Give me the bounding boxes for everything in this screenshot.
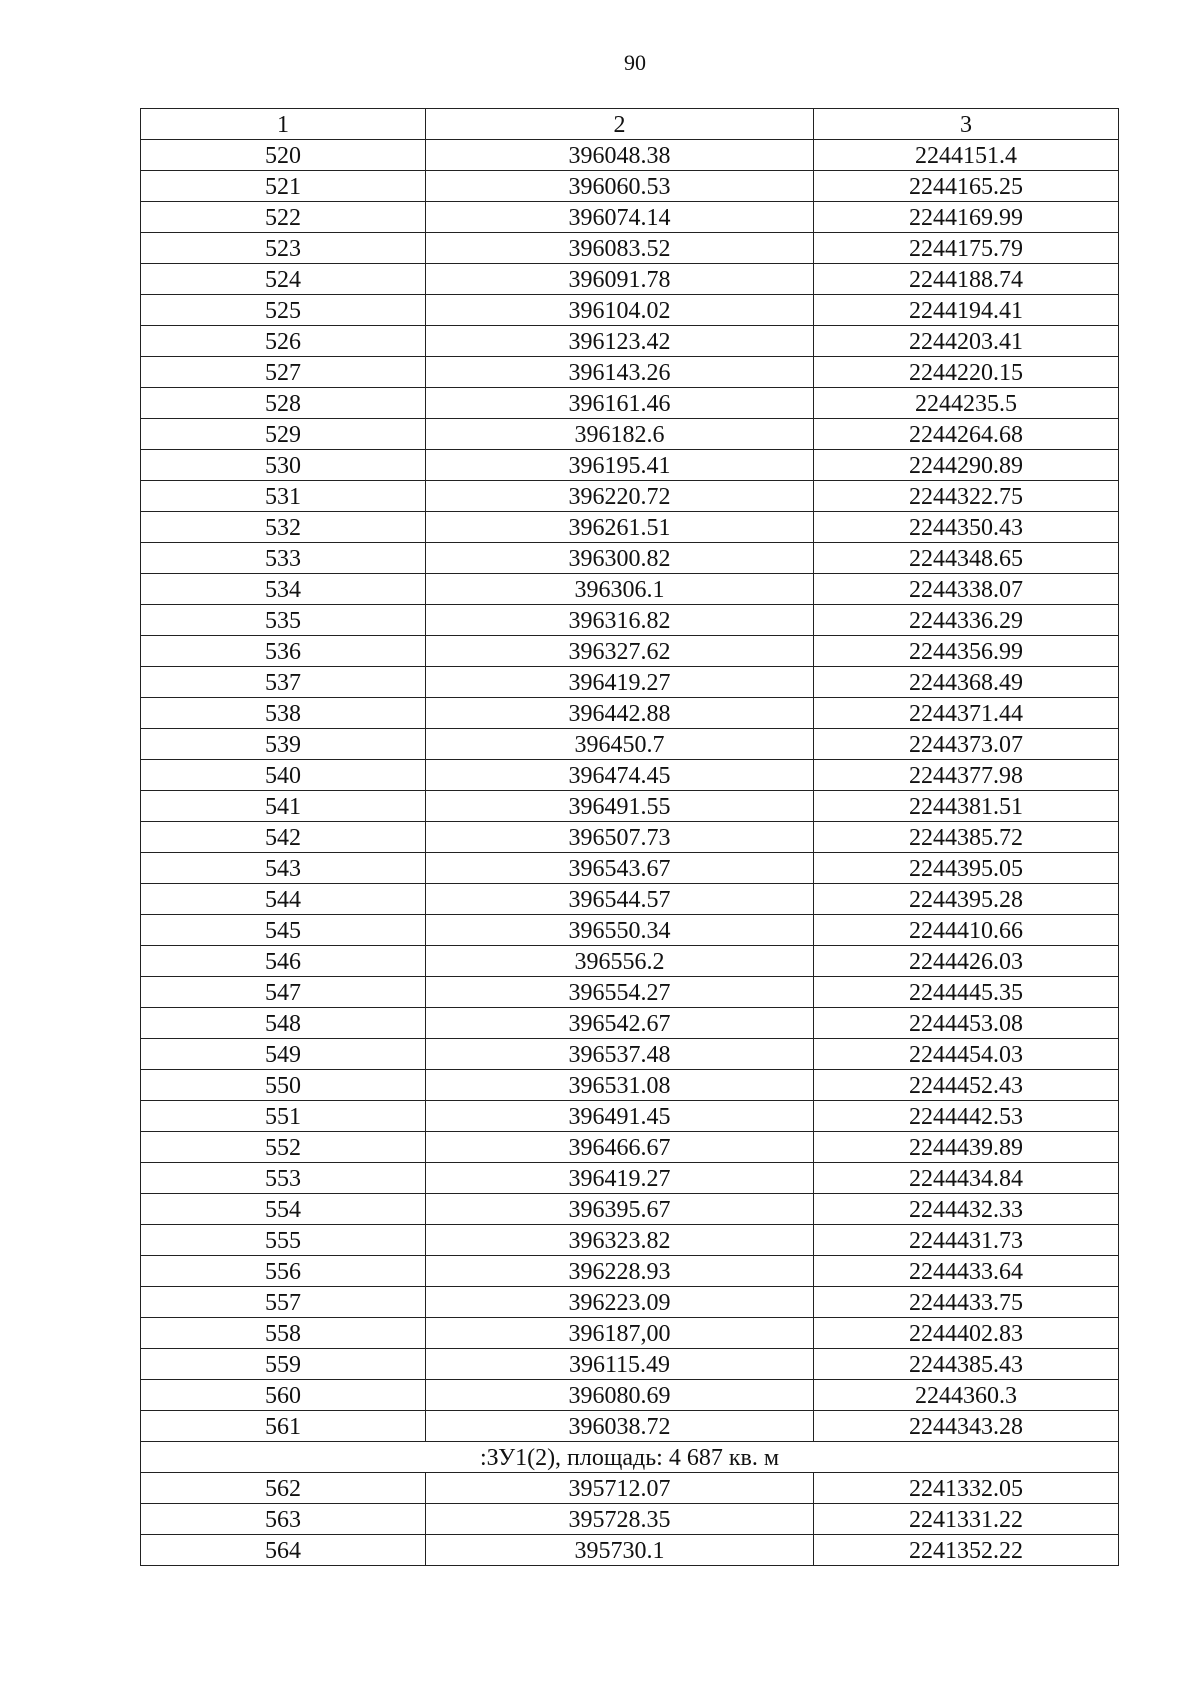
point-number-cell: 551	[141, 1101, 426, 1132]
y-coordinate-cell: 2244426.03	[814, 946, 1119, 977]
x-coordinate-cell: 396554.27	[426, 977, 814, 1008]
table-row	[141, 295, 1119, 326]
y-coordinate-cell: 2244433.64	[814, 1256, 1119, 1287]
table-row	[141, 791, 1119, 822]
table-row	[141, 946, 1119, 977]
point-number-cell: 554	[141, 1194, 426, 1225]
x-coordinate-cell: 396083.52	[426, 233, 814, 264]
x-coordinate-cell: 396544.57	[426, 884, 814, 915]
y-coordinate-cell: 2244402.83	[814, 1318, 1119, 1349]
y-coordinate-cell: 2244377.98	[814, 760, 1119, 791]
x-coordinate-cell: 395728.35	[426, 1504, 814, 1535]
x-coordinate-cell: 396195.41	[426, 450, 814, 481]
y-coordinate-cell: 2244453.08	[814, 1008, 1119, 1039]
point-number-cell: 537	[141, 667, 426, 698]
header-row	[141, 109, 1119, 140]
point-number-cell: 544	[141, 884, 426, 915]
y-coordinate-cell: 2241352.22	[814, 1535, 1119, 1566]
y-coordinate-cell: 2244360.3	[814, 1380, 1119, 1411]
x-coordinate-cell: 396060.53	[426, 171, 814, 202]
table-row	[141, 884, 1119, 915]
x-coordinate-cell: 396507.73	[426, 822, 814, 853]
table-row	[141, 419, 1119, 450]
table-row	[141, 202, 1119, 233]
x-coordinate-cell: 396261.51	[426, 512, 814, 543]
y-coordinate-cell: 2244371.44	[814, 698, 1119, 729]
table-row	[141, 667, 1119, 698]
table-row	[141, 481, 1119, 512]
x-coordinate-cell: 396327.62	[426, 636, 814, 667]
x-coordinate-cell: 396074.14	[426, 202, 814, 233]
point-number-cell: 547	[141, 977, 426, 1008]
y-coordinate-cell: 2244445.35	[814, 977, 1119, 1008]
y-coordinate-cell: 2244454.03	[814, 1039, 1119, 1070]
y-coordinate-cell: 2244194.41	[814, 295, 1119, 326]
y-coordinate-cell: 2244175.79	[814, 233, 1119, 264]
point-number-cell: 536	[141, 636, 426, 667]
point-number-cell: 545	[141, 915, 426, 946]
coordinates-table	[140, 108, 1119, 1566]
table-row	[141, 1008, 1119, 1039]
table-row	[141, 1411, 1119, 1442]
table-row	[141, 1194, 1119, 1225]
y-coordinate-cell: 2244432.33	[814, 1194, 1119, 1225]
table-row	[141, 1287, 1119, 1318]
x-coordinate-cell: 396542.67	[426, 1008, 814, 1039]
y-coordinate-cell: 2244322.75	[814, 481, 1119, 512]
x-coordinate-cell: 396450.7	[426, 729, 814, 760]
point-number-cell: 539	[141, 729, 426, 760]
table-row	[141, 1163, 1119, 1194]
table-row	[141, 1349, 1119, 1380]
table-row	[141, 171, 1119, 202]
y-coordinate-cell: 2244348.65	[814, 543, 1119, 574]
x-coordinate-cell: 396323.82	[426, 1225, 814, 1256]
point-number-cell: 540	[141, 760, 426, 791]
x-coordinate-cell: 396223.09	[426, 1287, 814, 1318]
table-row	[141, 698, 1119, 729]
y-coordinate-cell: 2244188.74	[814, 264, 1119, 295]
y-coordinate-cell: 2244368.49	[814, 667, 1119, 698]
y-coordinate-cell: 2244410.66	[814, 915, 1119, 946]
x-coordinate-cell: 396442.88	[426, 698, 814, 729]
y-coordinate-cell: 2244442.53	[814, 1101, 1119, 1132]
table-row	[141, 1473, 1119, 1504]
y-coordinate-cell: 2241332.05	[814, 1473, 1119, 1504]
table-row	[141, 1101, 1119, 1132]
point-number-cell: 561	[141, 1411, 426, 1442]
y-coordinate-cell: 2244385.43	[814, 1349, 1119, 1380]
point-number-cell: 528	[141, 388, 426, 419]
point-number-cell: 553	[141, 1163, 426, 1194]
point-number-cell: 558	[141, 1318, 426, 1349]
table-row	[141, 1039, 1119, 1070]
point-number-cell: 531	[141, 481, 426, 512]
point-number-cell: 564	[141, 1535, 426, 1566]
y-coordinate-cell: 2244433.75	[814, 1287, 1119, 1318]
x-coordinate-cell: 396104.02	[426, 295, 814, 326]
point-number-cell: 538	[141, 698, 426, 729]
x-coordinate-cell: 396395.67	[426, 1194, 814, 1225]
x-coordinate-cell: 396300.82	[426, 543, 814, 574]
y-coordinate-cell: 2244395.28	[814, 884, 1119, 915]
x-coordinate-cell: 396115.49	[426, 1349, 814, 1380]
table-row	[141, 140, 1119, 171]
point-number-cell: 526	[141, 326, 426, 357]
x-coordinate-cell: 396419.27	[426, 1163, 814, 1194]
point-number-cell: 532	[141, 512, 426, 543]
point-number-cell: 556	[141, 1256, 426, 1287]
table-row	[141, 636, 1119, 667]
point-number-cell: 542	[141, 822, 426, 853]
x-coordinate-cell: 396537.48	[426, 1039, 814, 1070]
point-number-cell: 527	[141, 357, 426, 388]
y-coordinate-cell: 2244151.4	[814, 140, 1119, 171]
x-coordinate-cell: 396466.67	[426, 1132, 814, 1163]
point-number-cell: 524	[141, 264, 426, 295]
point-number-cell: 559	[141, 1349, 426, 1380]
y-coordinate-cell: 2244373.07	[814, 729, 1119, 760]
table-row	[141, 605, 1119, 636]
x-coordinate-cell: 396228.93	[426, 1256, 814, 1287]
x-coordinate-cell: 396091.78	[426, 264, 814, 295]
table-row	[141, 1070, 1119, 1101]
y-coordinate-cell: 2244336.29	[814, 605, 1119, 636]
point-number-cell: 552	[141, 1132, 426, 1163]
x-coordinate-cell: 396474.45	[426, 760, 814, 791]
table-row	[141, 1225, 1119, 1256]
y-coordinate-cell: 2241331.22	[814, 1504, 1119, 1535]
x-coordinate-cell: 2	[426, 109, 814, 140]
table-row	[141, 1380, 1119, 1411]
y-coordinate-cell: 2244264.68	[814, 419, 1119, 450]
point-number-cell: 557	[141, 1287, 426, 1318]
point-number-cell: 549	[141, 1039, 426, 1070]
point-number-cell: 529	[141, 419, 426, 450]
x-coordinate-cell: 396187,00	[426, 1318, 814, 1349]
table-row	[141, 853, 1119, 884]
y-coordinate-cell: 2244165.25	[814, 171, 1119, 202]
y-coordinate-cell: 2244338.07	[814, 574, 1119, 605]
x-coordinate-cell: 396550.34	[426, 915, 814, 946]
point-number-cell: 521	[141, 171, 426, 202]
y-coordinate-cell: 2244431.73	[814, 1225, 1119, 1256]
point-number-cell: 543	[141, 853, 426, 884]
page-number: 90	[624, 50, 646, 75]
x-coordinate-cell: 396543.67	[426, 853, 814, 884]
table-row	[141, 357, 1119, 388]
table-row	[141, 574, 1119, 605]
table-row	[141, 729, 1119, 760]
y-coordinate-cell: 2244169.99	[814, 202, 1119, 233]
table-row	[141, 512, 1119, 543]
y-coordinate-cell: 2244235.5	[814, 388, 1119, 419]
y-coordinate-cell: 2244290.89	[814, 450, 1119, 481]
section-row	[141, 1442, 1119, 1473]
point-number-cell: 534	[141, 574, 426, 605]
y-coordinate-cell: 3	[814, 109, 1119, 140]
point-number-cell: 563	[141, 1504, 426, 1535]
x-coordinate-cell: 396080.69	[426, 1380, 814, 1411]
table-row	[141, 1318, 1119, 1349]
x-coordinate-cell: 396306.1	[426, 574, 814, 605]
x-coordinate-cell: 396048.38	[426, 140, 814, 171]
table-row	[141, 1256, 1119, 1287]
table-row	[141, 264, 1119, 295]
table-row	[141, 977, 1119, 1008]
table-row	[141, 1504, 1119, 1535]
x-coordinate-cell: 396038.72	[426, 1411, 814, 1442]
x-coordinate-cell: 396491.55	[426, 791, 814, 822]
point-number-cell: 548	[141, 1008, 426, 1039]
point-number-cell: 525	[141, 295, 426, 326]
table-body	[141, 109, 1119, 1566]
x-coordinate-cell: 396161.46	[426, 388, 814, 419]
x-coordinate-cell: 396556.2	[426, 946, 814, 977]
point-number-cell: 562	[141, 1473, 426, 1504]
table-row	[141, 388, 1119, 419]
x-coordinate-cell: 395730.1	[426, 1535, 814, 1566]
x-coordinate-cell: 396182.6	[426, 419, 814, 450]
x-coordinate-cell: 396419.27	[426, 667, 814, 698]
table-row	[141, 450, 1119, 481]
table-row	[141, 760, 1119, 791]
y-coordinate-cell: 2244343.28	[814, 1411, 1119, 1442]
point-number-cell: 550	[141, 1070, 426, 1101]
y-coordinate-cell: 2244395.05	[814, 853, 1119, 884]
y-coordinate-cell: 2244385.72	[814, 822, 1119, 853]
x-coordinate-cell: 396220.72	[426, 481, 814, 512]
y-coordinate-cell: 2244452.43	[814, 1070, 1119, 1101]
point-number-cell: 523	[141, 233, 426, 264]
point-number-cell: 535	[141, 605, 426, 636]
point-number-cell: 530	[141, 450, 426, 481]
point-number-cell: 541	[141, 791, 426, 822]
point-number-cell: 533	[141, 543, 426, 574]
table-row	[141, 1535, 1119, 1566]
y-coordinate-cell: 2244434.84	[814, 1163, 1119, 1194]
point-number-cell: 560	[141, 1380, 426, 1411]
y-coordinate-cell: 2244350.43	[814, 512, 1119, 543]
table-row	[141, 326, 1119, 357]
x-coordinate-cell: 396143.26	[426, 357, 814, 388]
x-coordinate-cell: 396531.08	[426, 1070, 814, 1101]
point-number-cell: 522	[141, 202, 426, 233]
section-title: :ЗУ1(2), площадь: 4 687 кв. м	[141, 1442, 1119, 1473]
table-row	[141, 915, 1119, 946]
table-row	[141, 822, 1119, 853]
x-coordinate-cell: 396491.45	[426, 1101, 814, 1132]
table-row	[141, 1132, 1119, 1163]
x-coordinate-cell: 396316.82	[426, 605, 814, 636]
x-coordinate-cell: 395712.07	[426, 1473, 814, 1504]
point-number-cell: 1	[141, 109, 426, 140]
x-coordinate-cell: 396123.42	[426, 326, 814, 357]
y-coordinate-cell: 2244439.89	[814, 1132, 1119, 1163]
y-coordinate-cell: 2244381.51	[814, 791, 1119, 822]
point-number-cell: 555	[141, 1225, 426, 1256]
y-coordinate-cell: 2244220.15	[814, 357, 1119, 388]
table-row	[141, 543, 1119, 574]
table-row	[141, 233, 1119, 264]
point-number-cell: 520	[141, 140, 426, 171]
y-coordinate-cell: 2244203.41	[814, 326, 1119, 357]
point-number-cell: 546	[141, 946, 426, 977]
y-coordinate-cell: 2244356.99	[814, 636, 1119, 667]
